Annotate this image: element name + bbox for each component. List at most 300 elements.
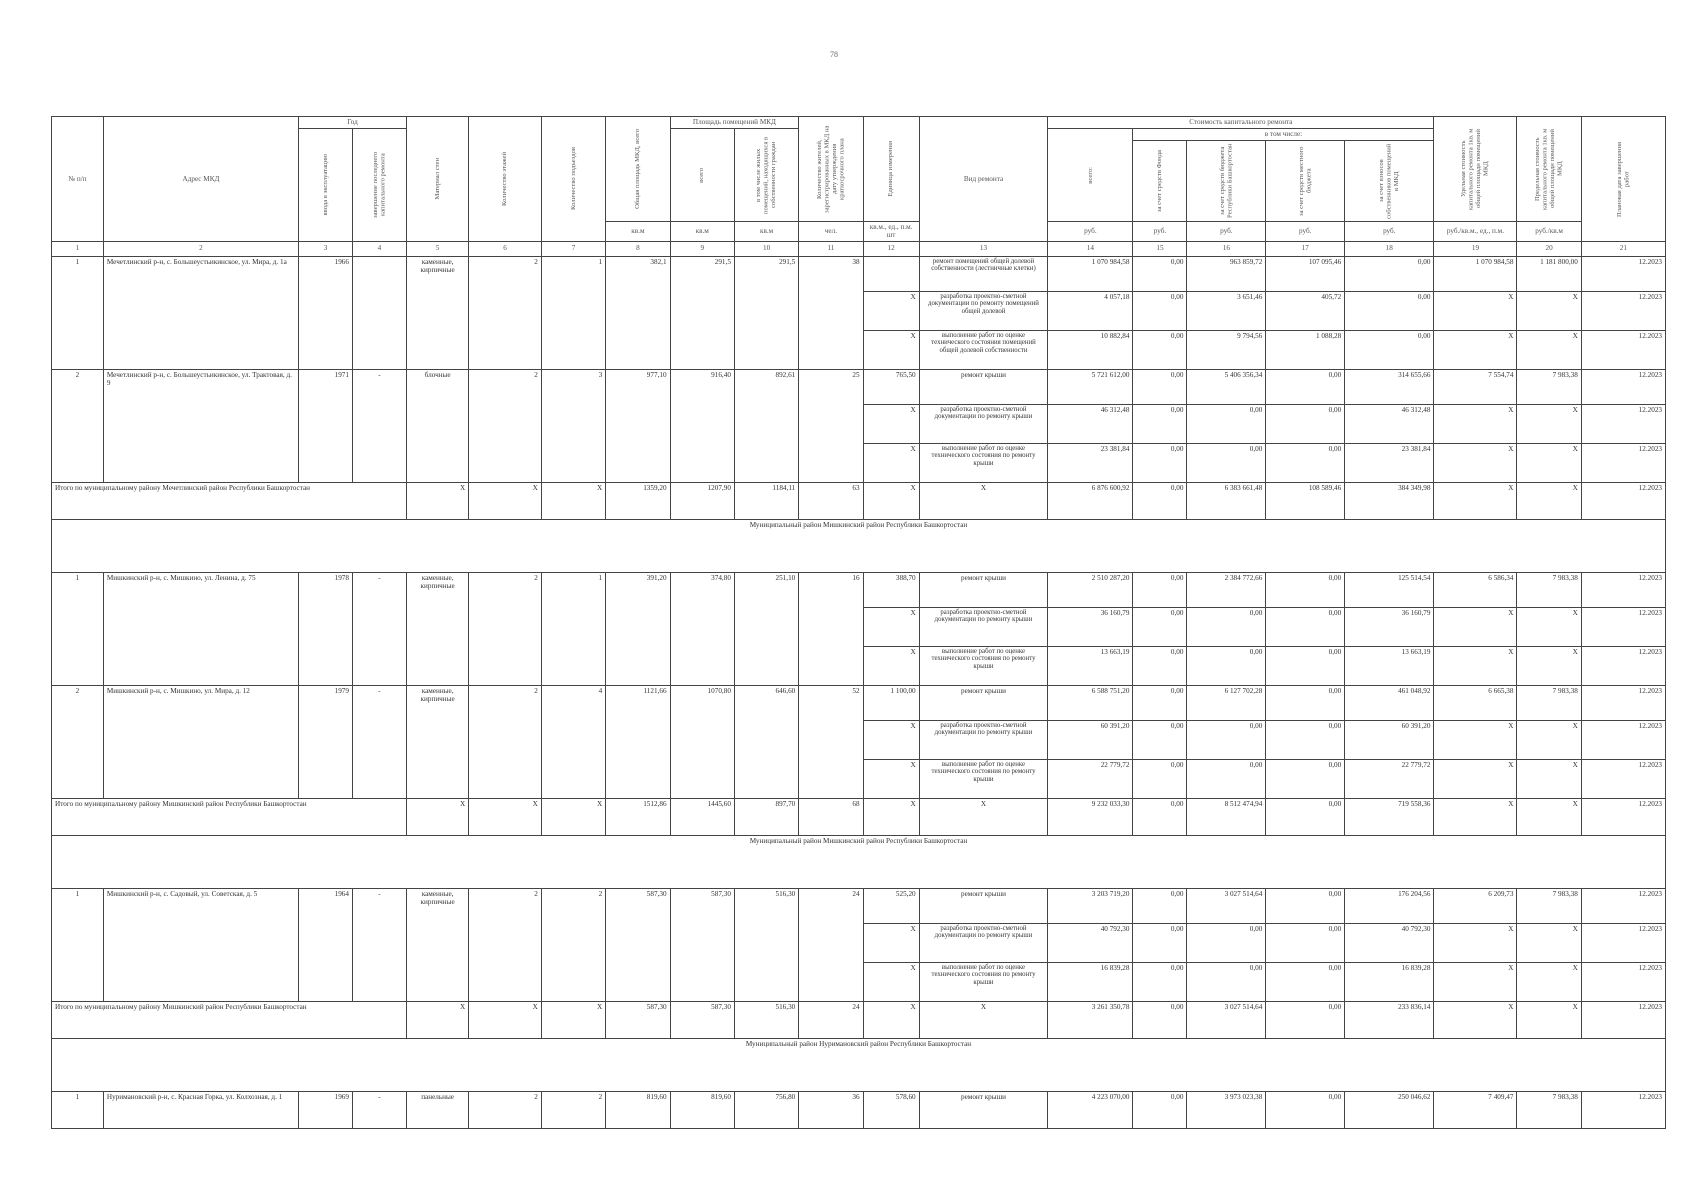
row-max-cost: Х bbox=[1517, 759, 1581, 798]
col-cost-owners-header: за счет взносов собственников помещений в МКД bbox=[1345, 141, 1434, 222]
row-cost-fund: 0,00 bbox=[1133, 646, 1187, 685]
row-last-repair: - bbox=[352, 1091, 406, 1128]
row-cost-total: 60 391,20 bbox=[1048, 720, 1133, 759]
row-area-res: 516,30 bbox=[734, 888, 798, 1001]
row-num: 2 bbox=[52, 685, 104, 798]
col-number: 17 bbox=[1266, 241, 1345, 256]
col-number: 21 bbox=[1581, 241, 1665, 256]
row-work-type: ремонт помещений общей долевой собственности (лестничные клетки) bbox=[919, 256, 1048, 291]
row-cost-owners: 40 792,30 bbox=[1345, 923, 1434, 962]
table-row bbox=[52, 685, 1666, 720]
row-unit: Х bbox=[863, 646, 919, 685]
row-cost-total: 40 792,30 bbox=[1048, 923, 1133, 962]
row-max-cost: Х bbox=[1517, 720, 1581, 759]
total-cost-fund: 0,00 bbox=[1133, 482, 1187, 519]
unit-c14: руб. bbox=[1048, 222, 1133, 242]
col-num-header: № п/п bbox=[52, 117, 104, 242]
row-area-all: 587,30 bbox=[670, 888, 734, 1001]
row-cost-republic: 963 859,72 bbox=[1187, 256, 1266, 291]
row-cost-republic: 0,00 bbox=[1187, 720, 1266, 759]
row-cost-republic: 6 127 702,28 bbox=[1187, 685, 1266, 720]
col-year-commission-header: ввода в эксплуатацию bbox=[299, 129, 353, 242]
row-area-all: 916,40 bbox=[670, 369, 734, 482]
row-deadline: 12.2023 bbox=[1581, 1091, 1665, 1128]
row-cost-total: 13 663,19 bbox=[1048, 646, 1133, 685]
total-floors: Х bbox=[469, 482, 542, 519]
row-floors: 2 bbox=[469, 888, 542, 1001]
row-cost-republic: 0,00 bbox=[1187, 962, 1266, 1001]
row-unit-cost: Х bbox=[1434, 291, 1517, 330]
col-cost-group-header: Стоимость капитального ремонта bbox=[1048, 117, 1434, 129]
total-row bbox=[52, 798, 1666, 835]
row-work-type: выполнение работ по оценке технического состояния по ремонту крыши bbox=[919, 646, 1048, 685]
row-work-type: ремонт крыши bbox=[919, 369, 1048, 404]
total-cost-local: 0,00 bbox=[1266, 798, 1345, 835]
row-deadline: 12.2023 bbox=[1581, 888, 1665, 923]
row-cost-republic: 2 384 772,66 bbox=[1187, 572, 1266, 607]
row-floors: 2 bbox=[469, 685, 542, 798]
row-unit-cost: Х bbox=[1434, 720, 1517, 759]
row-cost-owners: 125 514,54 bbox=[1345, 572, 1434, 607]
total-area-all: 1445,60 bbox=[670, 798, 734, 835]
total-cost-total: 9 232 033,30 bbox=[1048, 798, 1133, 835]
col-area-group-header: Площадь помещений МКД bbox=[670, 117, 799, 129]
row-material: каменные, кирпичные bbox=[406, 685, 468, 798]
row-work-type: ремонт крыши bbox=[919, 888, 1048, 923]
unit-c15: руб. bbox=[1133, 222, 1187, 242]
row-cost-local: 0,00 bbox=[1266, 443, 1345, 482]
row-deadline: 12.2023 bbox=[1581, 646, 1665, 685]
row-cost-owners: 23 381,84 bbox=[1345, 443, 1434, 482]
row-work-type: выполнение работ по оценке технического состояния помещений общей долевой собственности bbox=[919, 330, 1048, 369]
row-deadline: 12.2023 bbox=[1581, 369, 1665, 404]
total-unit: Х bbox=[863, 482, 919, 519]
total-row bbox=[52, 1001, 1666, 1038]
row-residents: 25 bbox=[799, 369, 863, 482]
row-num: 1 bbox=[52, 888, 104, 1001]
row-residents: 38 bbox=[799, 256, 863, 369]
total-entrances: Х bbox=[541, 798, 605, 835]
col-number: 11 bbox=[799, 241, 863, 256]
row-unit: 1 100,00 bbox=[863, 685, 919, 720]
row-cost-owners: 250 046,62 bbox=[1345, 1091, 1434, 1128]
row-year: 1969 bbox=[299, 1091, 353, 1128]
row-max-cost: Х bbox=[1517, 607, 1581, 646]
col-area-residential-header: в том числе жилых помещений, находящихся в собственности граждан bbox=[734, 129, 798, 222]
header-numbers-row bbox=[52, 241, 1666, 256]
row-deadline: 12.2023 bbox=[1581, 572, 1665, 607]
total-area-res: 516,30 bbox=[734, 1001, 798, 1038]
row-cost-republic: 0,00 bbox=[1187, 646, 1266, 685]
col-address-header: Адрес МКД bbox=[103, 117, 298, 242]
row-cost-owners: 0,00 bbox=[1345, 256, 1434, 291]
total-max-cost: Х bbox=[1517, 482, 1581, 519]
row-cost-local: 0,00 bbox=[1266, 759, 1345, 798]
col-number: 7 bbox=[541, 241, 605, 256]
row-unit-cost: Х bbox=[1434, 404, 1517, 443]
row-cost-total: 1 070 984,58 bbox=[1048, 256, 1133, 291]
row-cost-fund: 0,00 bbox=[1133, 1091, 1187, 1128]
col-number: 2 bbox=[103, 241, 298, 256]
row-entrances: 3 bbox=[541, 369, 605, 482]
col-floors-header: Количество этажей bbox=[469, 117, 542, 242]
unit-c9: кв.м bbox=[670, 222, 734, 242]
total-cost-republic: 8 512 474,94 bbox=[1187, 798, 1266, 835]
row-cost-owners: 16 839,28 bbox=[1345, 962, 1434, 1001]
row-cost-fund: 0,00 bbox=[1133, 888, 1187, 923]
col-entrances-header: Количество подъездов bbox=[541, 117, 605, 242]
row-last-repair: - bbox=[352, 685, 406, 798]
total-deadline: 12.2023 bbox=[1581, 798, 1665, 835]
row-unit: 525,20 bbox=[863, 888, 919, 923]
row-unit-cost: 1 070 984,58 bbox=[1434, 256, 1517, 291]
row-material: каменные, кирпичные bbox=[406, 572, 468, 685]
row-unit: Х bbox=[863, 759, 919, 798]
row-cost-total: 3 203 719,20 bbox=[1048, 888, 1133, 923]
row-cost-fund: 0,00 bbox=[1133, 369, 1187, 404]
row-work-type: разработка проектно-сметной документации по ремонту крыши bbox=[919, 720, 1048, 759]
row-address: Мечетлинский р-н, с. Большеустьикинское, ул. Мира, д. 1а bbox=[103, 256, 298, 369]
col-number: 1 bbox=[52, 241, 104, 256]
row-work-type: ремонт крыши bbox=[919, 685, 1048, 720]
row-cost-owners: 461 048,92 bbox=[1345, 685, 1434, 720]
col-number: 18 bbox=[1345, 241, 1434, 256]
section-title: Муниципальный район Мишкинский район Республики Башкортостан bbox=[52, 835, 1666, 888]
row-work-type: ремонт крыши bbox=[919, 1091, 1048, 1128]
row-deadline: 12.2023 bbox=[1581, 923, 1665, 962]
total-deadline: 12.2023 bbox=[1581, 1001, 1665, 1038]
total-label: Итого по муниципальному району Мишкинский район Республики Башкортостан bbox=[52, 1001, 407, 1038]
col-unit-header: Единица измерения bbox=[863, 117, 919, 222]
unit-c8: кв.м bbox=[606, 222, 670, 242]
row-unit-cost: Х bbox=[1434, 443, 1517, 482]
row-deadline: 12.2023 bbox=[1581, 443, 1665, 482]
row-work-type: выполнение работ по оценке технического состояния по ремонту крыши bbox=[919, 759, 1048, 798]
header-row-1 bbox=[52, 117, 1666, 129]
row-material: блочные bbox=[406, 369, 468, 482]
row-unit: Х bbox=[863, 443, 919, 482]
row-unit bbox=[863, 256, 919, 291]
unit-c12: кв.м., ед., п.м. шт bbox=[863, 222, 919, 242]
row-unit: Х bbox=[863, 330, 919, 369]
section-row bbox=[52, 519, 1666, 572]
row-cost-owners: 60 391,20 bbox=[1345, 720, 1434, 759]
row-year: 1971 bbox=[299, 369, 353, 482]
row-work-type: разработка проектно-сметной документации по ремонту крыши bbox=[919, 923, 1048, 962]
row-num: 1 bbox=[52, 1091, 104, 1128]
row-area-all: 819,60 bbox=[670, 1091, 734, 1128]
row-address: Мишкинский р-н, с. Мишкино, ул. Ленина, д. 75 bbox=[103, 572, 298, 685]
col-unit-cost-header: Удельная стоимость капитального ремонта 1кв. м общей площади помещений МКД bbox=[1434, 117, 1517, 222]
col-number: 20 bbox=[1517, 241, 1581, 256]
total-material: Х bbox=[406, 798, 468, 835]
col-total-area-header: Общая площадь МКД, всего bbox=[606, 117, 670, 222]
total-max-cost: Х bbox=[1517, 1001, 1581, 1038]
row-area-all: 1070,80 bbox=[670, 685, 734, 798]
row-cost-local: 0,00 bbox=[1266, 404, 1345, 443]
total-entrances: Х bbox=[541, 482, 605, 519]
total-cost-local: 0,00 bbox=[1266, 1001, 1345, 1038]
table-row bbox=[52, 888, 1666, 923]
row-max-cost: Х bbox=[1517, 443, 1581, 482]
total-cost-republic: 3 027 514,64 bbox=[1187, 1001, 1266, 1038]
total-cost-local: 108 589,46 bbox=[1266, 482, 1345, 519]
row-cost-local: 107 095,46 bbox=[1266, 256, 1345, 291]
row-cost-total: 23 381,84 bbox=[1048, 443, 1133, 482]
row-residents: 36 bbox=[799, 1091, 863, 1128]
row-cost-fund: 0,00 bbox=[1133, 443, 1187, 482]
row-entrances: 1 bbox=[541, 256, 605, 369]
col-number: 6 bbox=[469, 241, 542, 256]
row-floors: 2 bbox=[469, 1091, 542, 1128]
row-residents: 24 bbox=[799, 888, 863, 1001]
total-cost-fund: 0,00 bbox=[1133, 798, 1187, 835]
row-cost-total: 46 312,48 bbox=[1048, 404, 1133, 443]
total-cost-total: 3 261 350,78 bbox=[1048, 1001, 1133, 1038]
row-cost-local: 405,72 bbox=[1266, 291, 1345, 330]
row-cost-republic: 0,00 bbox=[1187, 404, 1266, 443]
row-cost-fund: 0,00 bbox=[1133, 404, 1187, 443]
row-area-res: 251,10 bbox=[734, 572, 798, 685]
row-max-cost: Х bbox=[1517, 404, 1581, 443]
row-max-cost: 7 983,38 bbox=[1517, 1091, 1581, 1128]
row-cost-total: 5 721 612,00 bbox=[1048, 369, 1133, 404]
row-material: панельные bbox=[406, 1091, 468, 1128]
col-cost-local-header: за счет средств местного бюджета bbox=[1266, 141, 1345, 222]
row-max-cost: 1 181 800,00 bbox=[1517, 256, 1581, 291]
total-unit: Х bbox=[863, 798, 919, 835]
total-deadline: 12.2023 bbox=[1581, 482, 1665, 519]
row-max-cost: 7 983,38 bbox=[1517, 888, 1581, 923]
row-cost-fund: 0,00 bbox=[1133, 607, 1187, 646]
row-year: 1979 bbox=[299, 685, 353, 798]
row-cost-fund: 0,00 bbox=[1133, 759, 1187, 798]
row-unit: Х bbox=[863, 291, 919, 330]
total-unit-cost: Х bbox=[1434, 482, 1517, 519]
col-number: 12 bbox=[863, 241, 919, 256]
row-deadline: 12.2023 bbox=[1581, 962, 1665, 1001]
row-last-repair: - bbox=[352, 572, 406, 685]
row-last-repair bbox=[352, 256, 406, 369]
row-entrances: 1 bbox=[541, 572, 605, 685]
row-address: Мишкинский р-н, с. Садовый, ул. Советская, д. 5 bbox=[103, 888, 298, 1001]
row-max-cost: Х bbox=[1517, 923, 1581, 962]
col-number: 4 bbox=[352, 241, 406, 256]
row-cost-republic: 9 794,56 bbox=[1187, 330, 1266, 369]
col-work-type-header: Вид ремонта bbox=[919, 117, 1048, 242]
col-wall-material-header: Материал стен bbox=[406, 117, 468, 242]
capital-repair-table bbox=[51, 116, 1666, 1129]
col-year-last-repair-header: завершение последнего капитального ремонта bbox=[352, 129, 406, 242]
row-material: каменные, кирпичные bbox=[406, 256, 468, 369]
total-cost-owners: 384 349,98 bbox=[1345, 482, 1434, 519]
row-max-cost: 7 983,38 bbox=[1517, 685, 1581, 720]
row-unit-cost: 6 586,34 bbox=[1434, 572, 1517, 607]
row-unit: 765,50 bbox=[863, 369, 919, 404]
unit-c16: руб. bbox=[1187, 222, 1266, 242]
row-address: Мечетлинский р-н, с. Большеустьикинское, ул. Трактовая, д. 9 bbox=[103, 369, 298, 482]
row-area-all: 291,5 bbox=[670, 256, 734, 369]
row-cost-local: 0,00 bbox=[1266, 369, 1345, 404]
row-floors: 2 bbox=[469, 256, 542, 369]
row-cost-local: 0,00 bbox=[1266, 1091, 1345, 1128]
row-work-type: разработка проектно-сметной документации по ремонту крыши bbox=[919, 404, 1048, 443]
row-total-area: 1121,66 bbox=[606, 685, 670, 798]
row-cost-republic: 0,00 bbox=[1187, 759, 1266, 798]
row-entrances: 4 bbox=[541, 685, 605, 798]
row-deadline: 12.2023 bbox=[1581, 720, 1665, 759]
total-residents: 68 bbox=[799, 798, 863, 835]
row-max-cost: 7 983,38 bbox=[1517, 369, 1581, 404]
row-cost-republic: 5 406 356,34 bbox=[1187, 369, 1266, 404]
row-cost-fund: 0,00 bbox=[1133, 572, 1187, 607]
unit-c20: руб./кв.м bbox=[1517, 222, 1581, 242]
row-cost-fund: 0,00 bbox=[1133, 256, 1187, 291]
row-deadline: 12.2023 bbox=[1581, 607, 1665, 646]
row-cost-fund: 0,00 bbox=[1133, 962, 1187, 1001]
col-number: 5 bbox=[406, 241, 468, 256]
row-unit-cost: Х bbox=[1434, 646, 1517, 685]
row-unit-cost: Х bbox=[1434, 923, 1517, 962]
row-cost-total: 16 839,28 bbox=[1048, 962, 1133, 1001]
row-cost-fund: 0,00 bbox=[1133, 291, 1187, 330]
row-last-repair: - bbox=[352, 888, 406, 1001]
row-unit: 578,60 bbox=[863, 1091, 919, 1128]
row-cost-local: 0,00 bbox=[1266, 923, 1345, 962]
total-max-cost: Х bbox=[1517, 798, 1581, 835]
row-cost-fund: 0,00 bbox=[1133, 685, 1187, 720]
row-total-area: 391,20 bbox=[606, 572, 670, 685]
row-unit: Х bbox=[863, 923, 919, 962]
row-residents: 52 bbox=[799, 685, 863, 798]
row-total-area: 819,60 bbox=[606, 1091, 670, 1128]
row-deadline: 12.2023 bbox=[1581, 291, 1665, 330]
row-cost-local: 0,00 bbox=[1266, 720, 1345, 759]
row-cost-local: 0,00 bbox=[1266, 607, 1345, 646]
col-number: 15 bbox=[1133, 241, 1187, 256]
total-area-all: 587,30 bbox=[670, 1001, 734, 1038]
row-year: 1966 bbox=[299, 256, 353, 369]
unit-c17: руб. bbox=[1266, 222, 1345, 242]
col-cost-fund-header: за счет средств Фонда bbox=[1133, 141, 1187, 222]
row-cost-owners: 314 655,66 bbox=[1345, 369, 1434, 404]
total-unit: Х bbox=[863, 1001, 919, 1038]
total-entrances: Х bbox=[541, 1001, 605, 1038]
total-area-res: 897,70 bbox=[734, 798, 798, 835]
total-cost-republic: 6 383 661,48 bbox=[1187, 482, 1266, 519]
total-work: Х bbox=[919, 1001, 1048, 1038]
row-entrances: 2 bbox=[541, 888, 605, 1001]
row-cost-local: 0,00 bbox=[1266, 572, 1345, 607]
row-cost-republic: 3 027 514,64 bbox=[1187, 888, 1266, 923]
row-work-type: разработка проектно-сметной документации по ремонту помещений общей долевой bbox=[919, 291, 1048, 330]
row-deadline: 12.2023 bbox=[1581, 685, 1665, 720]
row-address: Нуримановский р-н, с. Красная Горка, ул. Колхозная, д. 1 bbox=[103, 1091, 298, 1128]
row-cost-owners: 46 312,48 bbox=[1345, 404, 1434, 443]
row-unit-cost: Х bbox=[1434, 330, 1517, 369]
row-max-cost: Х bbox=[1517, 646, 1581, 685]
row-cost-fund: 0,00 bbox=[1133, 330, 1187, 369]
row-cost-total: 4 057,18 bbox=[1048, 291, 1133, 330]
unit-c11: чел. bbox=[799, 222, 863, 242]
section-title: Муниципальный район Мишкинский район Республики Башкортостан bbox=[52, 519, 1666, 572]
col-number: 19 bbox=[1434, 241, 1517, 256]
row-cost-republic: 0,00 bbox=[1187, 443, 1266, 482]
row-residents: 16 bbox=[799, 572, 863, 685]
row-work-type: выполнение работ по оценке технического состояния по ремонту крыши bbox=[919, 962, 1048, 1001]
row-deadline: 12.2023 bbox=[1581, 404, 1665, 443]
total-label: Итого по муниципальному району Мечетлинский район Республики Башкортостан bbox=[52, 482, 407, 519]
table-row bbox=[52, 256, 1666, 291]
total-area: 1512,86 bbox=[606, 798, 670, 835]
total-cost-fund: 0,00 bbox=[1133, 1001, 1187, 1038]
row-max-cost: Х bbox=[1517, 291, 1581, 330]
row-cost-owners: 0,00 bbox=[1345, 291, 1434, 330]
col-cost-total-header: всего: bbox=[1048, 129, 1133, 222]
row-cost-owners: 13 663,19 bbox=[1345, 646, 1434, 685]
row-num: 1 bbox=[52, 256, 104, 369]
section-row bbox=[52, 1038, 1666, 1091]
row-unit: Х bbox=[863, 720, 919, 759]
total-cost-owners: 719 558,36 bbox=[1345, 798, 1434, 835]
total-label: Итого по муниципальному району Мишкинский район Республики Башкортостан bbox=[52, 798, 407, 835]
row-work-type: разработка проектно-сметной документации по ремонту крыши bbox=[919, 607, 1048, 646]
row-material: каменные, кирпичные bbox=[406, 888, 468, 1001]
row-total-area: 977,10 bbox=[606, 369, 670, 482]
col-year-group-header: Год bbox=[299, 117, 407, 129]
row-cost-total: 22 779,72 bbox=[1048, 759, 1133, 798]
total-row bbox=[52, 482, 1666, 519]
row-year: 1964 bbox=[299, 888, 353, 1001]
unit-c10: кв.м bbox=[734, 222, 798, 242]
col-number: 3 bbox=[299, 241, 353, 256]
row-area-res: 892,61 bbox=[734, 369, 798, 482]
col-deadline-header: Плановая дата завершения работ bbox=[1581, 117, 1665, 242]
row-cost-total: 2 510 287,20 bbox=[1048, 572, 1133, 607]
total-residents: 63 bbox=[799, 482, 863, 519]
total-unit-cost: Х bbox=[1434, 1001, 1517, 1038]
row-deadline: 12.2023 bbox=[1581, 256, 1665, 291]
section-row bbox=[52, 835, 1666, 888]
total-work: Х bbox=[919, 798, 1048, 835]
row-cost-local: 1 088,28 bbox=[1266, 330, 1345, 369]
row-work-type: ремонт крыши bbox=[919, 572, 1048, 607]
row-unit: Х bbox=[863, 962, 919, 1001]
row-cost-owners: 0,00 bbox=[1345, 330, 1434, 369]
row-unit-cost: Х bbox=[1434, 759, 1517, 798]
row-unit: 388,70 bbox=[863, 572, 919, 607]
total-material: Х bbox=[406, 1001, 468, 1038]
page-number: 78 bbox=[830, 50, 838, 59]
table-row bbox=[52, 572, 1666, 607]
row-unit-cost: 7 554,74 bbox=[1434, 369, 1517, 404]
row-work-type: выполнение работ по оценке технического состояния по ремонту крыши bbox=[919, 443, 1048, 482]
row-area-res: 756,80 bbox=[734, 1091, 798, 1128]
col-residents-header: Количество жителей, зарегистрированных в МКД на дату утверждения краткосрочного плана bbox=[799, 117, 863, 222]
row-cost-republic: 3 973 023,38 bbox=[1187, 1091, 1266, 1128]
total-work: Х bbox=[919, 482, 1048, 519]
col-number: 9 bbox=[670, 241, 734, 256]
row-max-cost: 7 983,38 bbox=[1517, 572, 1581, 607]
total-area-res: 1184,11 bbox=[734, 482, 798, 519]
row-cost-republic: 3 651,46 bbox=[1187, 291, 1266, 330]
row-cost-local: 0,00 bbox=[1266, 962, 1345, 1001]
total-residents: 24 bbox=[799, 1001, 863, 1038]
row-cost-republic: 0,00 bbox=[1187, 923, 1266, 962]
row-unit-cost: 6 665,38 bbox=[1434, 685, 1517, 720]
col-number: 16 bbox=[1187, 241, 1266, 256]
row-num: 2 bbox=[52, 369, 104, 482]
